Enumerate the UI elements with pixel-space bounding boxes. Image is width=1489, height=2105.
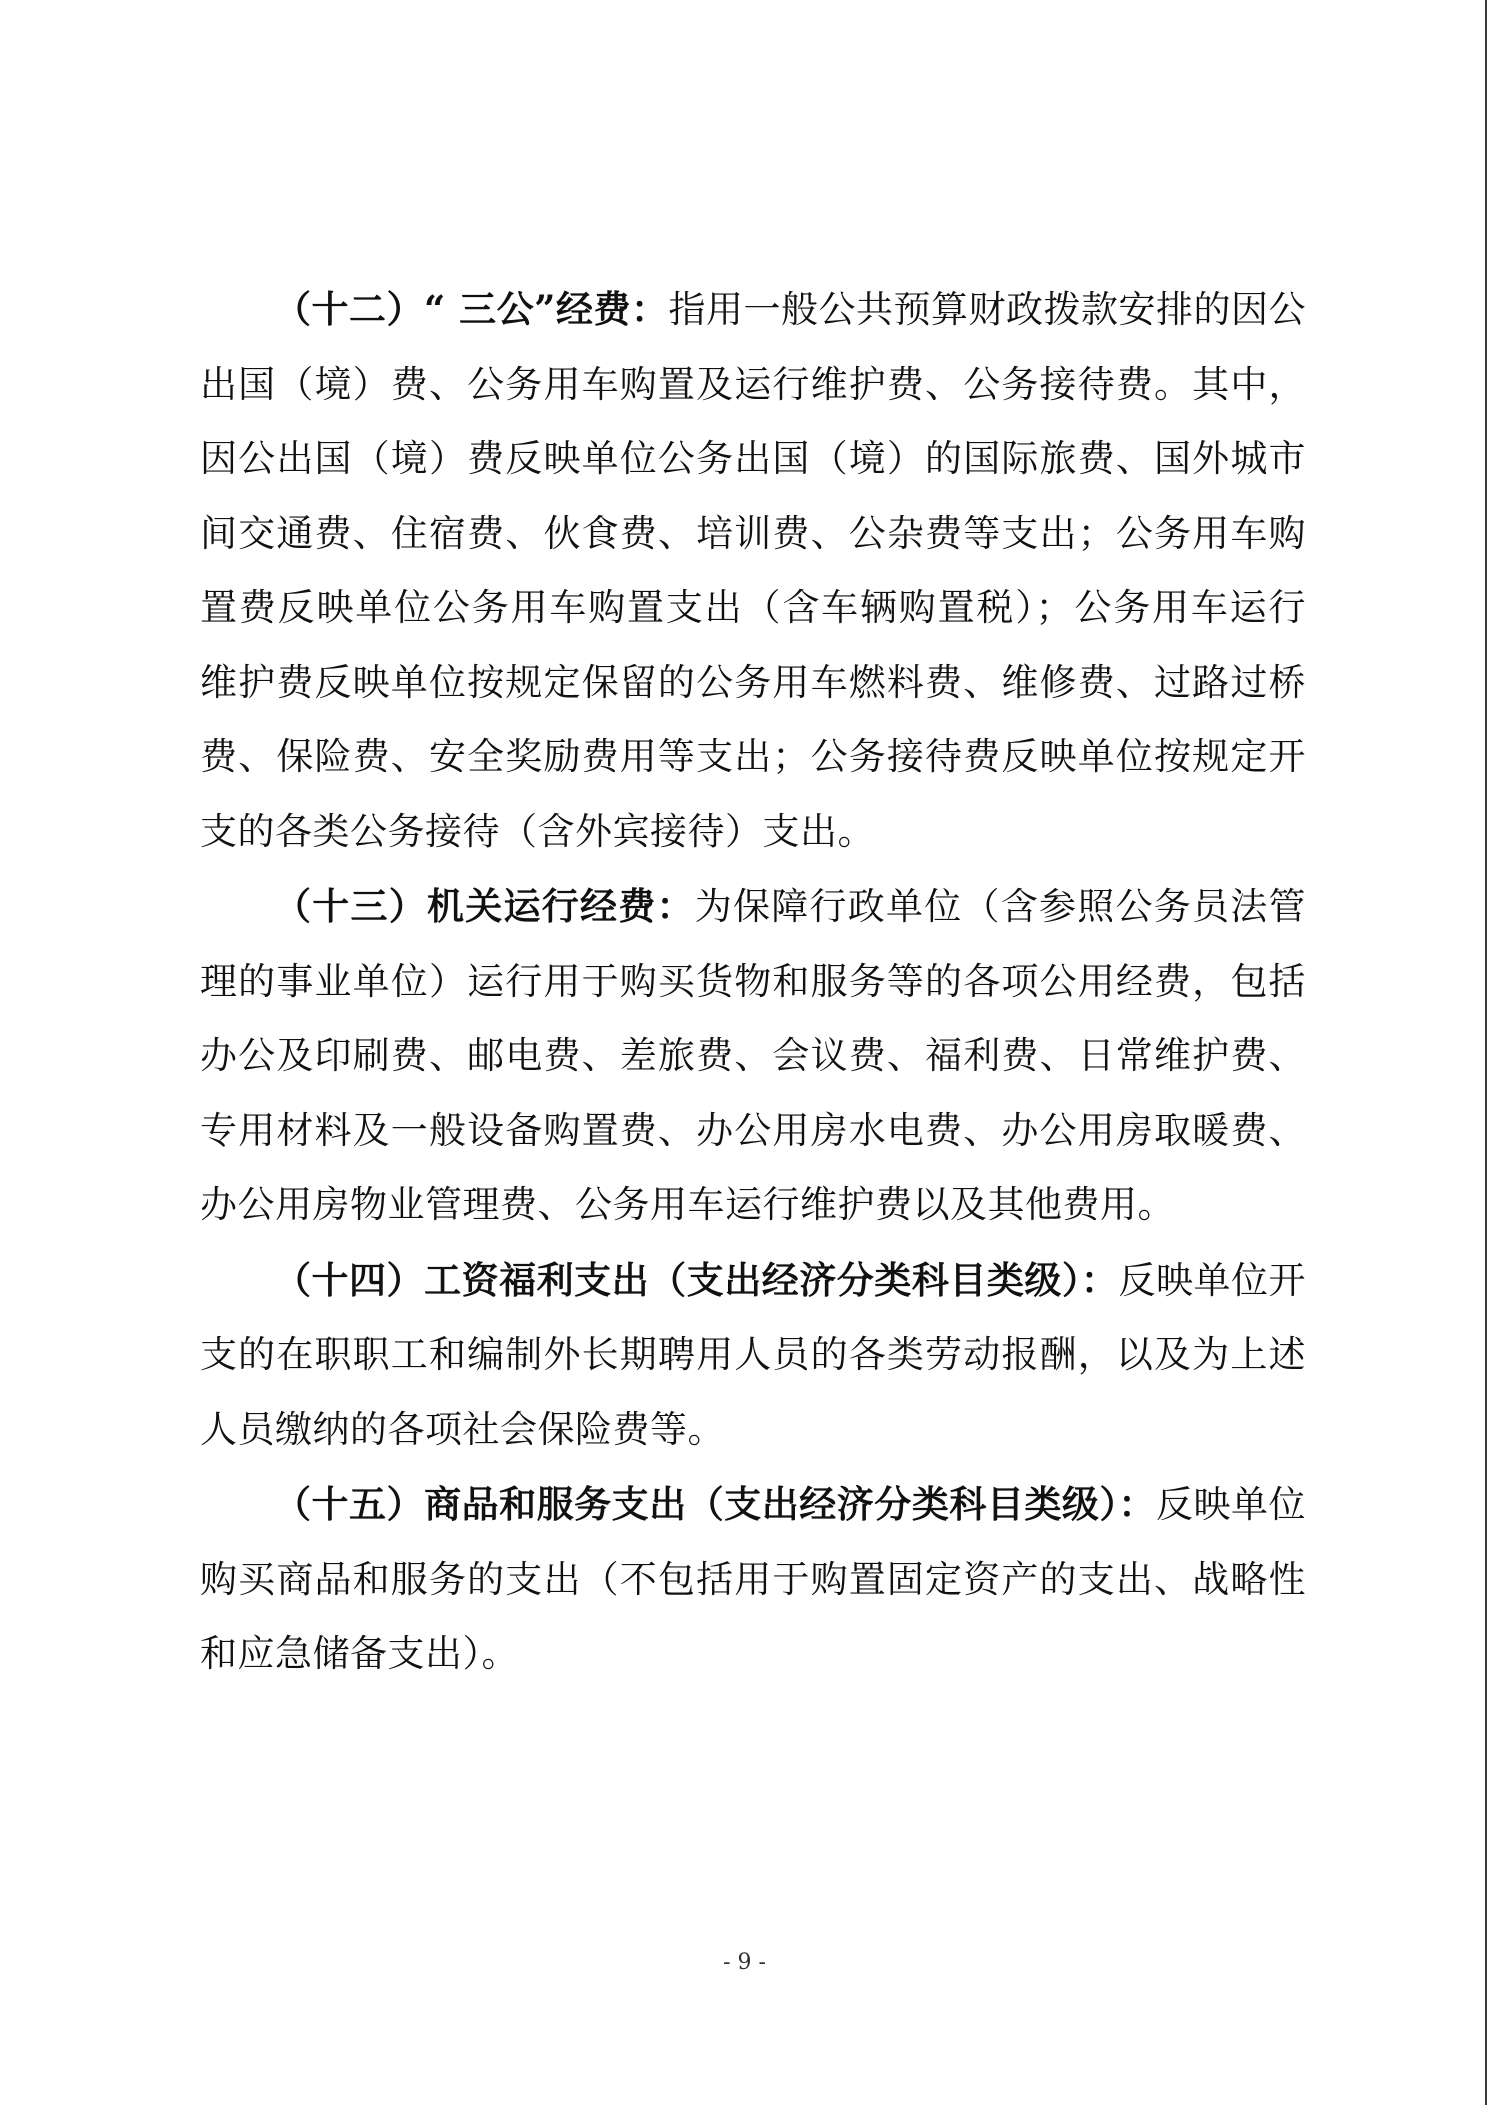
- paragraph-goods-services-expenditure: [200, 1467, 1306, 1692]
- term-goods-services-expenditure: （十五）商品和服务支出（支出经济分类科目类级）：: [274, 1482, 1156, 1526]
- paragraph-agency-operating-expenses: [200, 869, 1306, 1243]
- term-agency-operating-expenses: （十三）机关运行经费：: [274, 884, 695, 928]
- document-body: [200, 272, 1306, 1692]
- definition-goods-services-expenditure: 反映单位购买商品和服务的支出（不包括用于购置固定资产的支出、战略性和应急储备支出）。: [200, 1483, 1307, 1675]
- page-edge: [1485, 0, 1487, 2105]
- paragraph-salary-welfare-expenditure: [200, 1243, 1306, 1468]
- definition-three-public-expenses: 指用一般公共预算财政拨款安排的因公出国（境）费、公务用车购置及运行维护费、公务接待费。其中，因公出国（境）费反映单位公务出国（境）的国际旅费、国外城市间交通费、住宿费、伙食费、培训费、公杂费等支出；公务用车购置费反映单位公务用车购置支出（含车辆购置税）；公务用车运行维护费反映单位按规定保留的公务用车燃料费、维修费、过路过桥费、保险费、安全奖励费用等支出；公务接待费反映单位按规定开支的各类公务接待（含外宾接待）支出。: [200, 288, 1306, 853]
- page-number: - 9 -: [723, 1950, 766, 1975]
- term-salary-welfare-expenditure: （十四）工资福利支出（支出经济分类科目类级）：: [274, 1257, 1119, 1302]
- paragraph-three-public-expenses: [200, 272, 1306, 869]
- definition-salary-welfare-expenditure: 反映单位开支的在职职工和编制外长期聘用人员的各类劳动报酬，以及为上述人员缴纳的各项社会保险费等。: [200, 1258, 1307, 1451]
- term-three-public-expenses: （十二）“ 三公”经费：: [274, 287, 669, 331]
- definition-agency-operating-expenses: 为保障行政单位（含参照公务员法管理的事业单位）运行用于购买货物和服务等的各项公用经费，包括办公及印刷费、邮电费、差旅费、会议费、福利费、日常维护费、专用材料及一般设备购置费、办公用房水电费、办公用房取暖费、办公用房物业管理费、公务用车运行维护费以及其他费用。: [200, 885, 1306, 1226]
